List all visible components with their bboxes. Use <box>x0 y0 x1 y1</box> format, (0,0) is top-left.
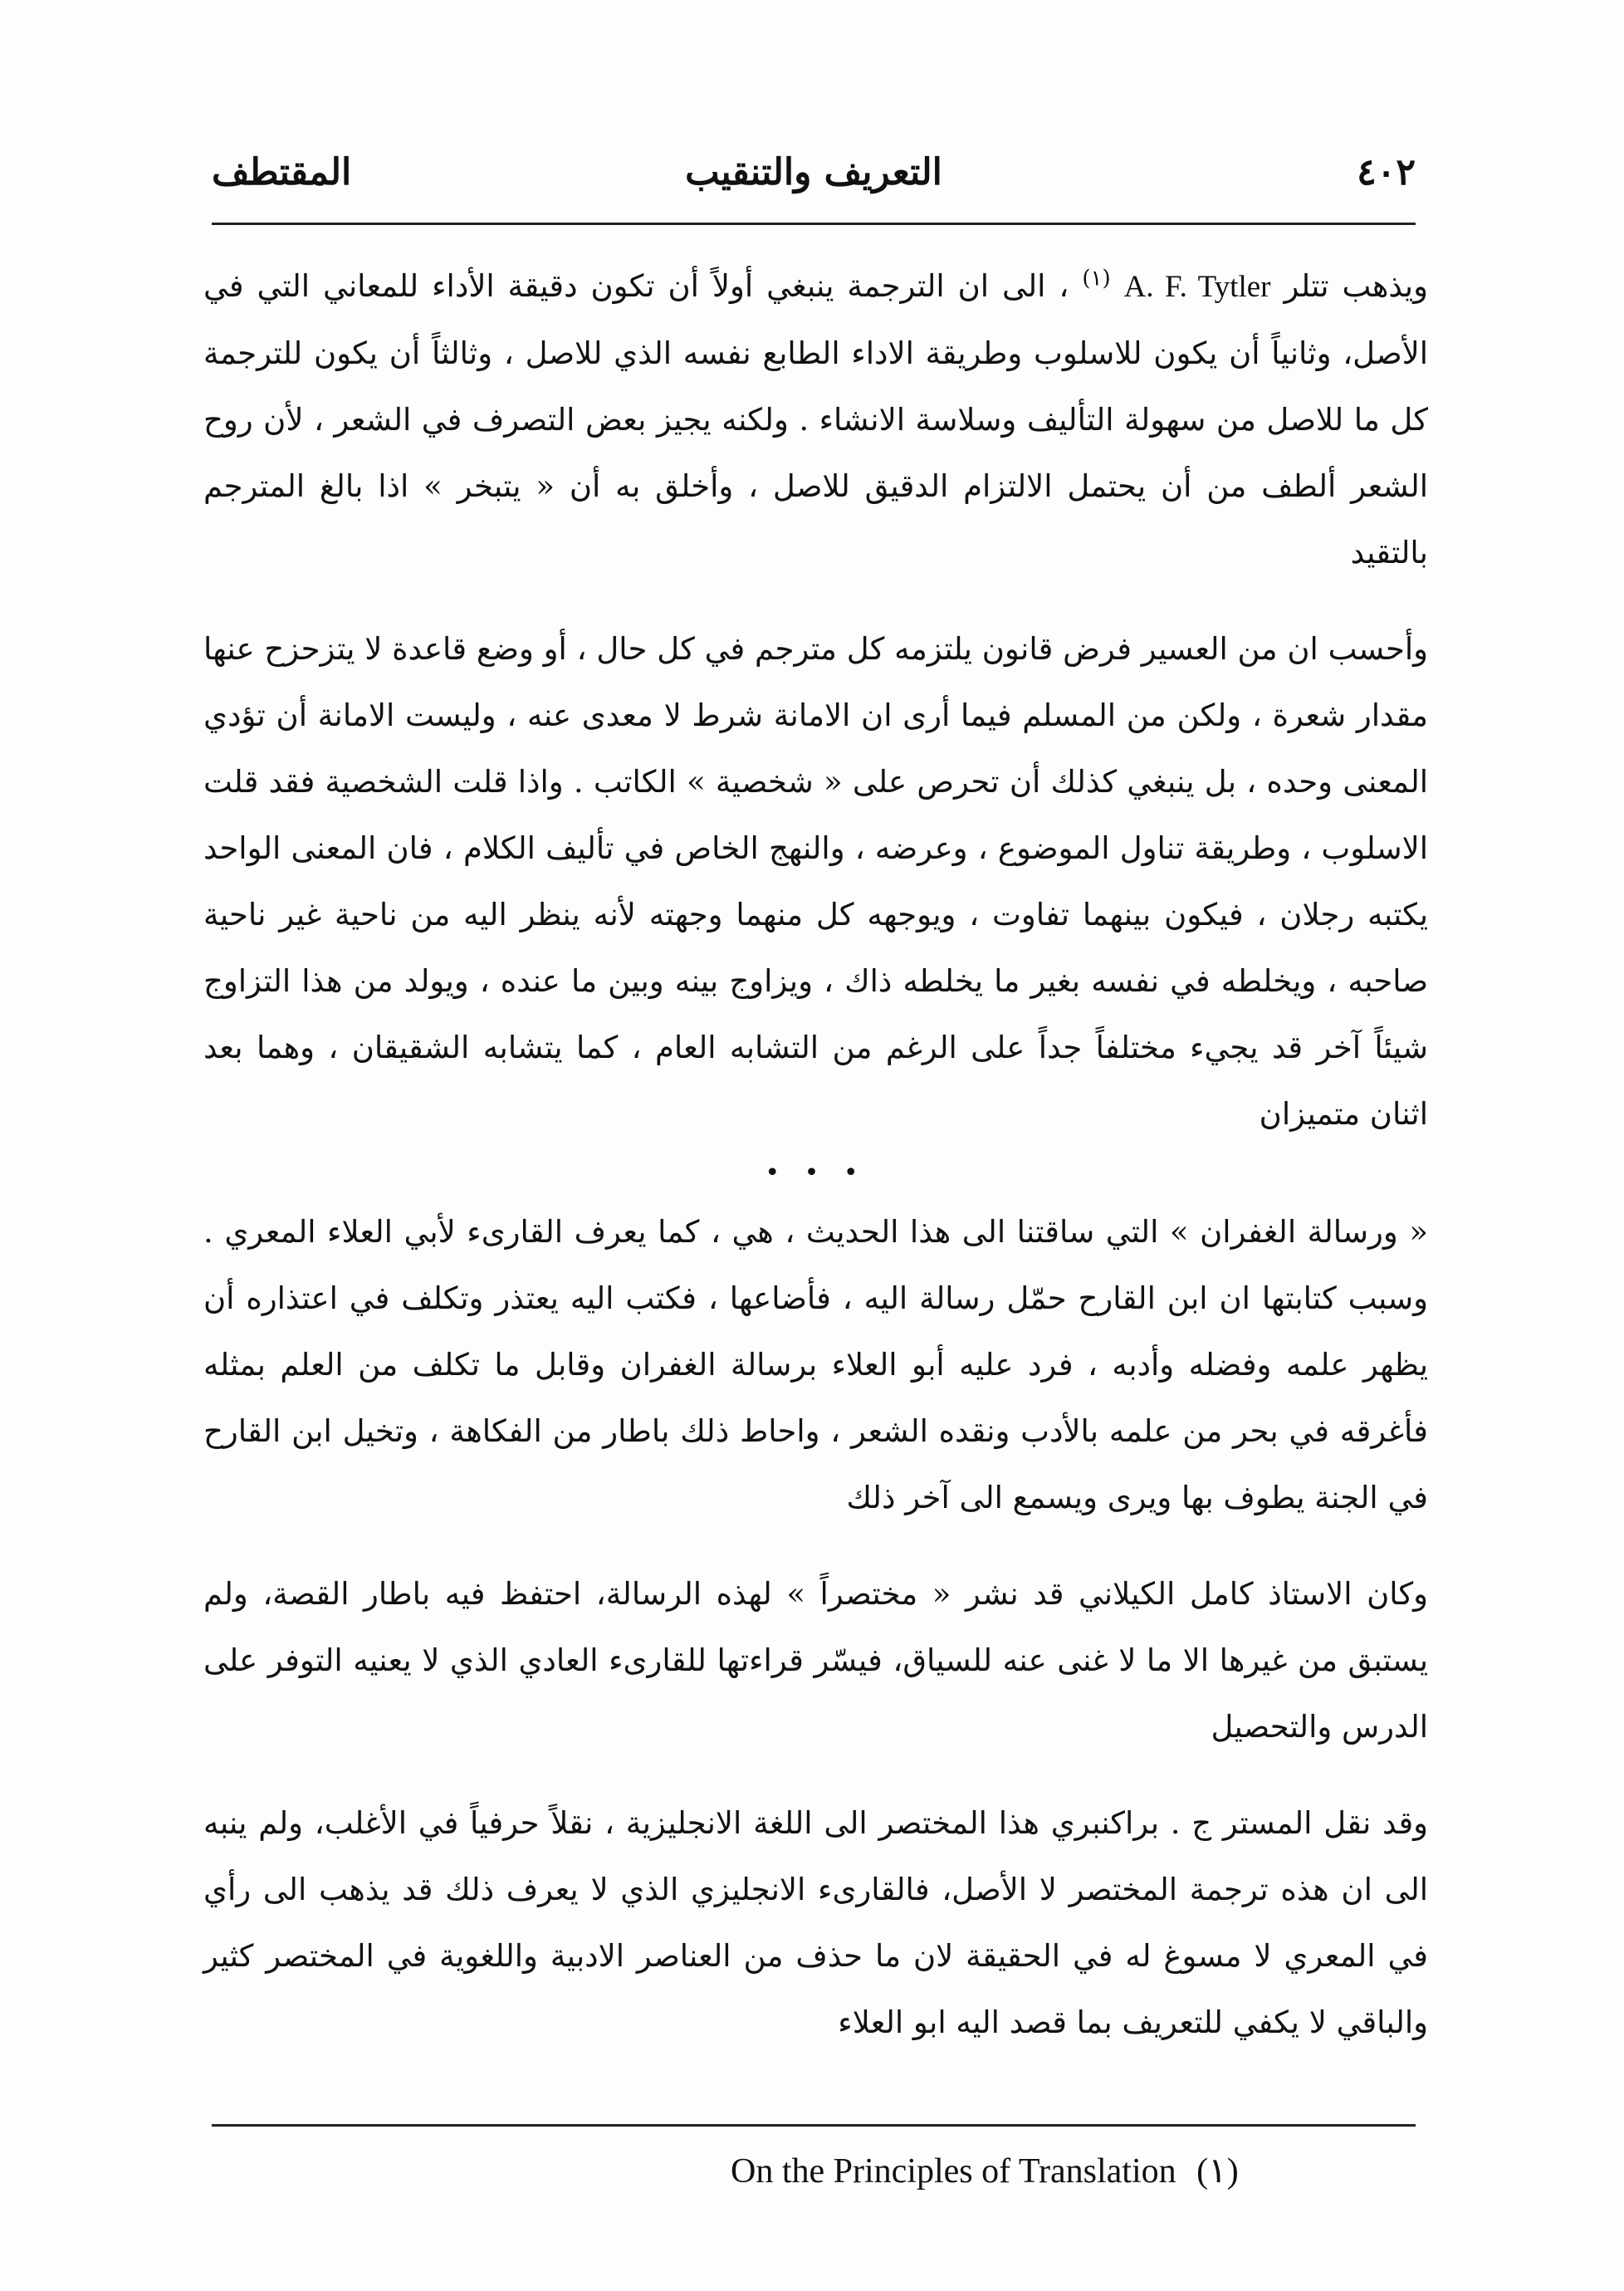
paragraph-3: « ورسالة الغفران » التي ساقتنا الى هذا الحديث ، هي ، كما يعرف القارىء لأبي العلاء المعري . وسبب كتابتها ان ابن القارح حمّل رسالة اليه ، فأضاعها ، فكتب اليه يعتذر وتكلف في اعتذاره أن يظهر علمه وفضله وأدبه ، فرد عليه أبو العلاء برسالة الغفران وقابل ما تكلف من العلم بمثله فأغرقه في بحر من علمه بالأدب ونقده الشعر ، واحاط ذلك باطار من الفكاهة ، وتخيل ابن القارح في الجنة يطوف بها ويرى ويسمع الى آخر ذلك <box>203 1214 1428 1515</box>
author-name-latin: A. F. Tytler <box>1123 270 1271 304</box>
paragraph-1-rest: ، الى ان الترجمة ينبغي أولاً أن تكون دقيقة الأداء للمعاني التي في الأصل، وثانياً أن يكون للاسلوب وطريقة الاداء الطابع نفسه الذي للاصل ، وثالثاً أن يكون للترجمة كل ما للاصل من سهولة التأليف وسلاسة الانشاء . ولكنه يجيز بعض التصرف في الشعر ، لأن روح الشعر ألطف من أن يحتمل الالتزام الدقيق للاصل ، وأخلق به أن « يتبخر » اذا بالغ المترجم بالتقيد <box>203 268 1428 570</box>
page-title: التعريف والتنقيب <box>685 151 942 193</box>
paragraph-4: وكان الاستاذ كامل الكيلاني قد نشر « مختصراً » لهذه الرسالة، احتفظ فيه باطار القصة، ولم يستبق من غيرها الا ما لا غنى عنه للسياق، فيسّر قراءتها للقارىء العادي الذي لا يعنيه التوفر على الدرس والتحصيل <box>203 1576 1428 1745</box>
footnote-reference: (١) <box>1082 266 1111 291</box>
journal-name: المقتطف <box>212 151 352 193</box>
footnote <box>731 2142 1411 2200</box>
paragraph-5: وقد نقل المستر ج . براكنبري هذا المختصر الى اللغة الانجليزية ، نقلاً حرفياً في الأغلب، ولم ينبه الى ان هذه ترجمة المختصر لا الأصل، فالقارىء الانجليزي الذي لا يعرف ذلك قد يذهب الى رأي في المعري لا مسوغ له في الحقيقة لان ما حذف من العناصر الادبية واللغوية في المختصر كثير والباقي لا يكفي للتعريف بما قصد اليه ابو العلاء <box>203 1805 1428 2040</box>
article-body <box>203 253 1428 2056</box>
paragraph-1 <box>203 253 1428 586</box>
paragraph-2: وأحسب ان من العسير فرض قانون يلتزمه كل مترجم في كل حال ، أو وضع قاعدة لا يتزحزح عنها مقدار شعرة ، ولكن من المسلم فيما أرى ان الامانة شرط لا معدى عنه ، وليست الامانة أن تؤدي المعنى وحده ، بل ينبغي كذلك أن تحرص على « شخصية » الكاتب . واذا قلت الشخصية فقد قلت الاسلوب ، وطريقة تناول الموضوع ، وعرضه ، والنهج الخاص في تأليف الكلام ، فان المعنى الواحد يكتبه رجلان ، فيكون بينهما تفاوت ، ويوجهه كل منهما وجهته لأنه ينظر اليه من ناحية غير ناحية صاحبه ، ويخلطه في نفسه بغير ما يخلطه ذاك ، ويزاوج بينه وبين ما عنده ، ويولد من هذا التزاوج شيئاً آخر قد يجيء مختلفاً جداً على الرغم من التشابه العام ، كما يتشابه الشقيقان ، وهما بعد اثنان متميزان <box>203 631 1428 1132</box>
footnote-rule <box>212 2124 1416 2127</box>
footnote-text: On the Principles of Translation <box>731 2152 1176 2191</box>
paragraph-1-lead: ويذهب تتلر <box>1284 268 1428 304</box>
header-rule <box>212 223 1416 225</box>
footnote-number: (١) <box>1196 2152 1239 2191</box>
running-header <box>212 140 1416 206</box>
page-number: ٤٠٢ <box>1357 151 1416 193</box>
section-separator: • • • <box>765 1158 867 1187</box>
